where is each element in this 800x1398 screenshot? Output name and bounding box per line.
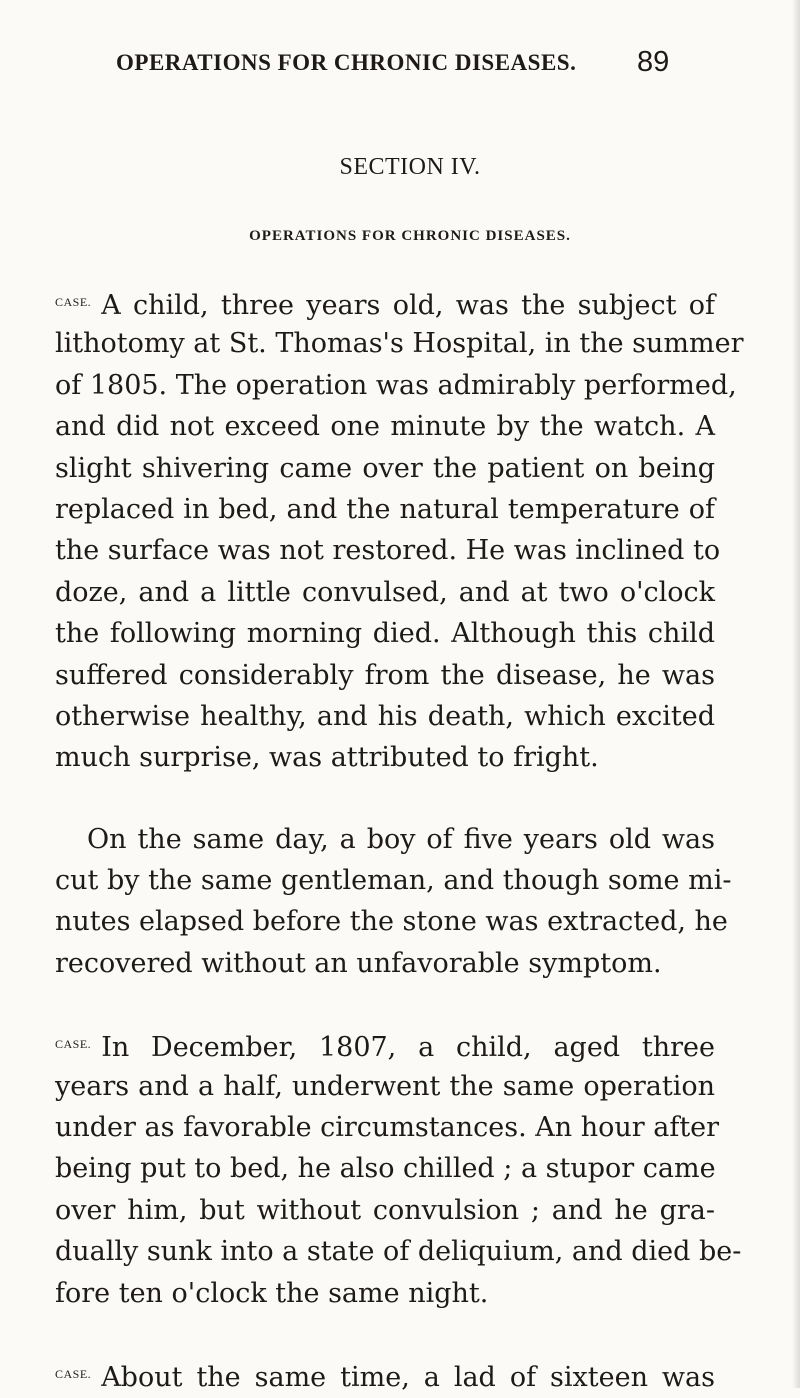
text-line: On the same day, a boy of five years old was xyxy=(87,823,715,855)
text-line: the surface was not restored. He was inclined to xyxy=(55,535,721,567)
case-label: CASE. xyxy=(55,295,92,309)
text-line: nutes elapsed before the stone was extracted, he xyxy=(55,906,728,938)
text-line: much surprise, was attributed to fright. xyxy=(55,742,599,774)
text-line: the following morning died. Although this child xyxy=(55,618,715,650)
text-line: dually sunk into a state of deliquium, and died be- xyxy=(55,1236,742,1268)
case-label: CASE. xyxy=(55,1366,92,1381)
text-line: under as favorable circumstances. An hour after xyxy=(55,1112,720,1144)
case-label: CASE. xyxy=(55,1037,92,1052)
paragraph-gap xyxy=(55,984,715,1024)
line-text: In December, 1807, a child, aged three xyxy=(101,1032,715,1064)
text-line: over him, but without convulsion ; and he gra- xyxy=(55,1194,715,1226)
section-subtitle: OPERATIONS FOR CHRONIC DISEASES. xyxy=(249,228,571,244)
scan-edge-shadow xyxy=(792,0,800,1388)
line-text: A child, three years old, was the subject of xyxy=(101,290,715,321)
text-line: being put to bed, he also chilled ; a stupor came xyxy=(55,1153,716,1185)
text-line: replaced in bed, and the natural temperature of xyxy=(55,493,715,525)
line-text: About the same time, a lad of sixteen was xyxy=(101,1361,715,1393)
text-line xyxy=(55,282,715,323)
text-line: otherwise healthy, and his death, which excited xyxy=(55,700,715,732)
text-line: years and a half, underwent the same operation xyxy=(55,1070,715,1102)
text-line: of 1805. The operation was admirably performed, xyxy=(55,369,737,401)
running-head xyxy=(0,46,800,90)
text-line: doze, and a little convulsed, and at two o'clock xyxy=(55,576,715,608)
text-line: recovered without an unfavorable symptom. xyxy=(55,947,662,979)
text-line: lithotomy at St. Thomas's Hospital, in the summer xyxy=(55,328,744,360)
text-line: cut by the same gentleman, and though some mi- xyxy=(55,865,732,897)
text-line: fore ten o'clock the same night. xyxy=(55,1277,489,1309)
text-line xyxy=(55,1354,715,1395)
paragraph-gap xyxy=(55,1314,715,1354)
running-title: OPERATIONS FOR CHRONIC DISEASES. xyxy=(116,50,577,75)
text-line xyxy=(55,1024,715,1065)
body-text xyxy=(55,282,744,1395)
page-number: 89 xyxy=(637,46,670,78)
paragraph-gap xyxy=(55,779,715,819)
text-line: suffered considerably from the disease, he was xyxy=(55,659,715,691)
text-line: slight shivering came over the patient on being xyxy=(55,452,715,484)
text-line: and did not exceed one minute by the watch. A xyxy=(55,411,715,443)
section-title: SECTION IV. xyxy=(339,154,481,180)
